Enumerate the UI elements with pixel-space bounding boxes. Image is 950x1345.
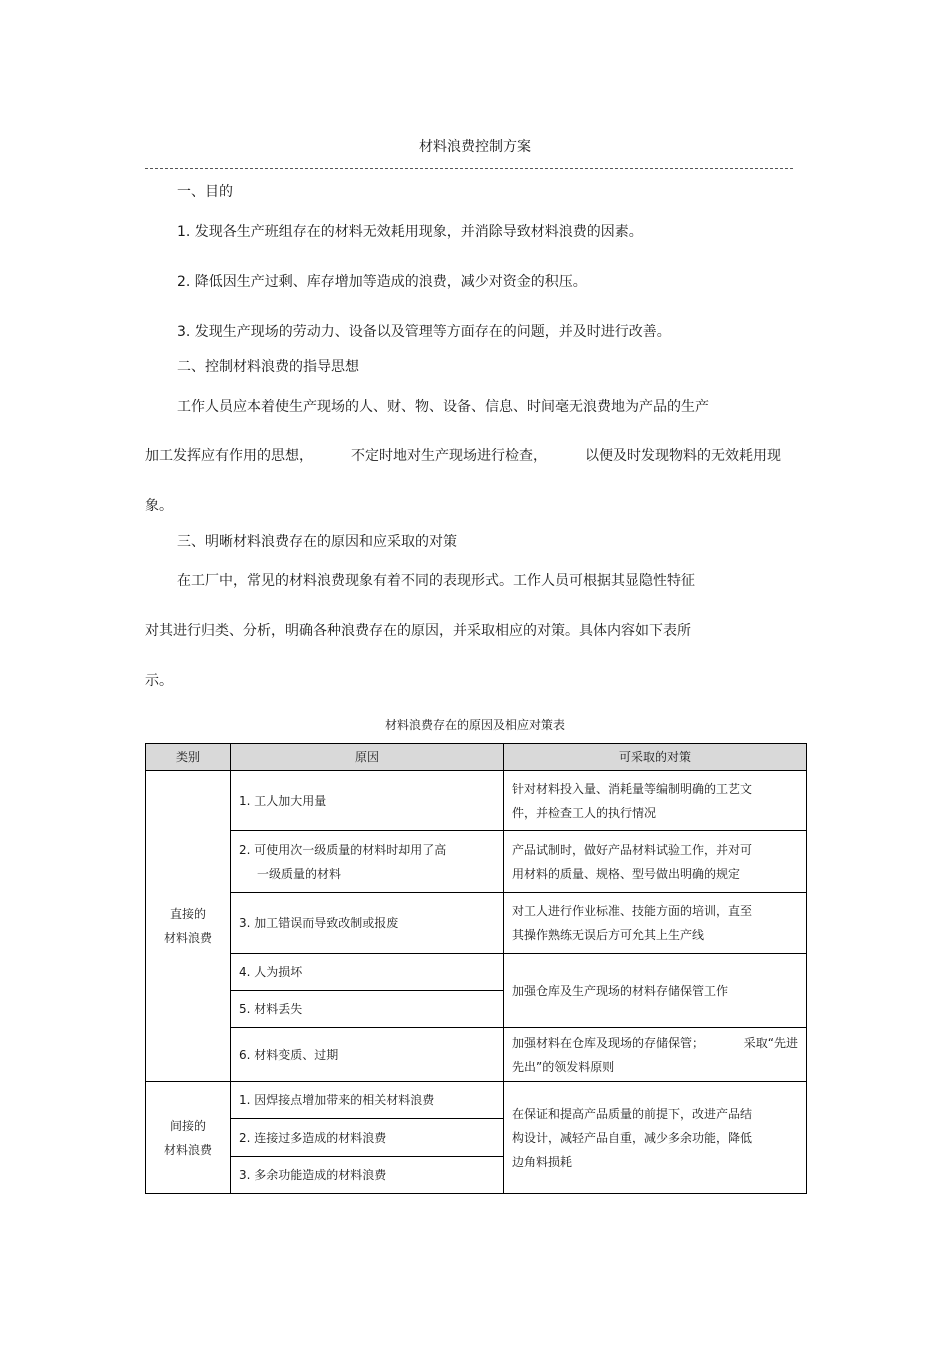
category-indirect-line-1: 间接的 [169, 1118, 206, 1133]
reason-line: 2. 可使用次一级质量的材料时却用了高 [239, 842, 447, 857]
reason-cell: 2. 连接过多造成的材料浪费 [231, 1119, 504, 1157]
table-row [146, 954, 807, 991]
table-row [146, 893, 807, 954]
document-title: 材料浪费控制方案 [419, 139, 531, 155]
objective-item-2: 2. 降低因生产过剩、库存增加等造成的浪费，减少对资金的积压。 [177, 274, 587, 290]
reason-intro-line-1: 在工厂中，常见的材料浪费现象有着不同的表现形式。工作人员可根据其显隐性特征 [177, 573, 695, 589]
reason-cell: 4. 人为损坏 [231, 954, 504, 991]
table-row [146, 771, 807, 831]
reason-cell: 6. 材料变质、过期 [231, 1028, 504, 1082]
measure-line: 对工人进行作业标准、技能方面的培训，直至 [512, 904, 753, 918]
measure-line [512, 1031, 798, 1055]
table-row [146, 1028, 807, 1082]
measure-line: 其操作熟练无误后方可允其上生产线 [512, 928, 705, 942]
measure-cell [504, 893, 807, 954]
header-measure: 可采取的对策 [504, 744, 807, 771]
measure-cell [504, 771, 807, 831]
measure-cell [504, 1082, 807, 1194]
section-3-heading: 三、明晰材料浪费存在的原因和应采取的对策 [177, 534, 457, 550]
reason-cell: 1. 工人加大用量 [231, 771, 504, 831]
reason-cell [231, 831, 504, 893]
measure-cell [504, 1028, 807, 1082]
objective-item-3: 3. 发现生产现场的劳动力、设备以及管理等方面存在的问题，并及时进行改善。 [177, 324, 671, 340]
category-direct-line-2: 材料浪费 [163, 931, 212, 945]
measure-line-part: 采取“先进 [743, 1035, 798, 1050]
guideline-line-2-part-1: 加工发挥应有作用的思想， [145, 448, 313, 464]
reason-line: 一级质量的材料 [257, 866, 342, 881]
category-indirect [146, 1082, 231, 1194]
reason-cell: 1. 因焊接点增加带来的相关材料浪费 [231, 1082, 504, 1119]
category-indirect-line-2: 材料浪费 [163, 1142, 212, 1157]
guideline-line-3: 象。 [145, 498, 173, 514]
section-1-heading: 一、目的 [177, 184, 233, 200]
objective-item-1: 1. 发现各生产班组存在的材料无效耗用现象，并消除导致材料浪费的因素。 [177, 224, 643, 240]
measure-line: 在保证和提高产品质量的前提下，改进产品结 [512, 1106, 753, 1121]
measure-line: 构设计，减轻产品自重，减少多余功能，降低 [512, 1130, 753, 1145]
table-header-row [146, 744, 807, 771]
reason-cell: 3. 多余功能造成的材料浪费 [231, 1157, 504, 1194]
measure-line: 针对材料投入量、消耗量等编制明确的工艺文 [512, 781, 753, 796]
table-caption: 材料浪费存在的原因及相应对策表 [384, 718, 565, 732]
table-row [146, 1082, 807, 1119]
guideline-line-2-part-3: 以便及时发现物料的无效耗用现 [585, 448, 781, 464]
measure-line: 产品试制时，做好产品材料试验工作，并对可 [512, 842, 753, 857]
reason-cell: 3. 加工错误而导致改制或报废 [231, 893, 504, 954]
waste-cause-table [145, 743, 807, 1194]
measure-cell [504, 831, 807, 893]
measure-line: 先出”的领发料原则 [512, 1059, 615, 1074]
measure-line: 件，并检查工人的执行情况 [512, 805, 657, 820]
reason-intro-line-2: 对其进行归类、分析，明确各种浪费存在的原因，并采取相应的对策。具体内容如下表所 [145, 623, 691, 639]
header-category: 类别 [146, 744, 231, 771]
measure-cell: 加强仓库及生产现场的材料存储保管工作 [504, 954, 807, 1028]
guideline-line-1: 工作人员应本着使生产现场的人、财、物、设备、信息、时间毫无浪费地为产品的生产 [177, 399, 709, 415]
reason-cell: 5. 材料丢失 [231, 991, 504, 1028]
guideline-line-2 [145, 445, 781, 465]
header-reason: 原因 [231, 744, 504, 771]
measure-line: 边角料损耗 [512, 1154, 573, 1169]
section-2-heading: 二、控制材料浪费的指导思想 [177, 359, 359, 375]
title-divider [145, 168, 793, 169]
guideline-line-2-part-2: 不定时地对生产现场进行检查， [351, 448, 547, 464]
category-direct-line-1: 直接的 [169, 907, 206, 921]
table-row [146, 831, 807, 893]
category-direct [146, 771, 231, 1082]
reason-intro-line-3: 示。 [145, 673, 173, 689]
measure-line: 用材料的质量、规格、型号做出明确的规定 [512, 866, 741, 881]
measure-line-part: 加强材料在仓库及现场的存储保管； [512, 1035, 705, 1050]
